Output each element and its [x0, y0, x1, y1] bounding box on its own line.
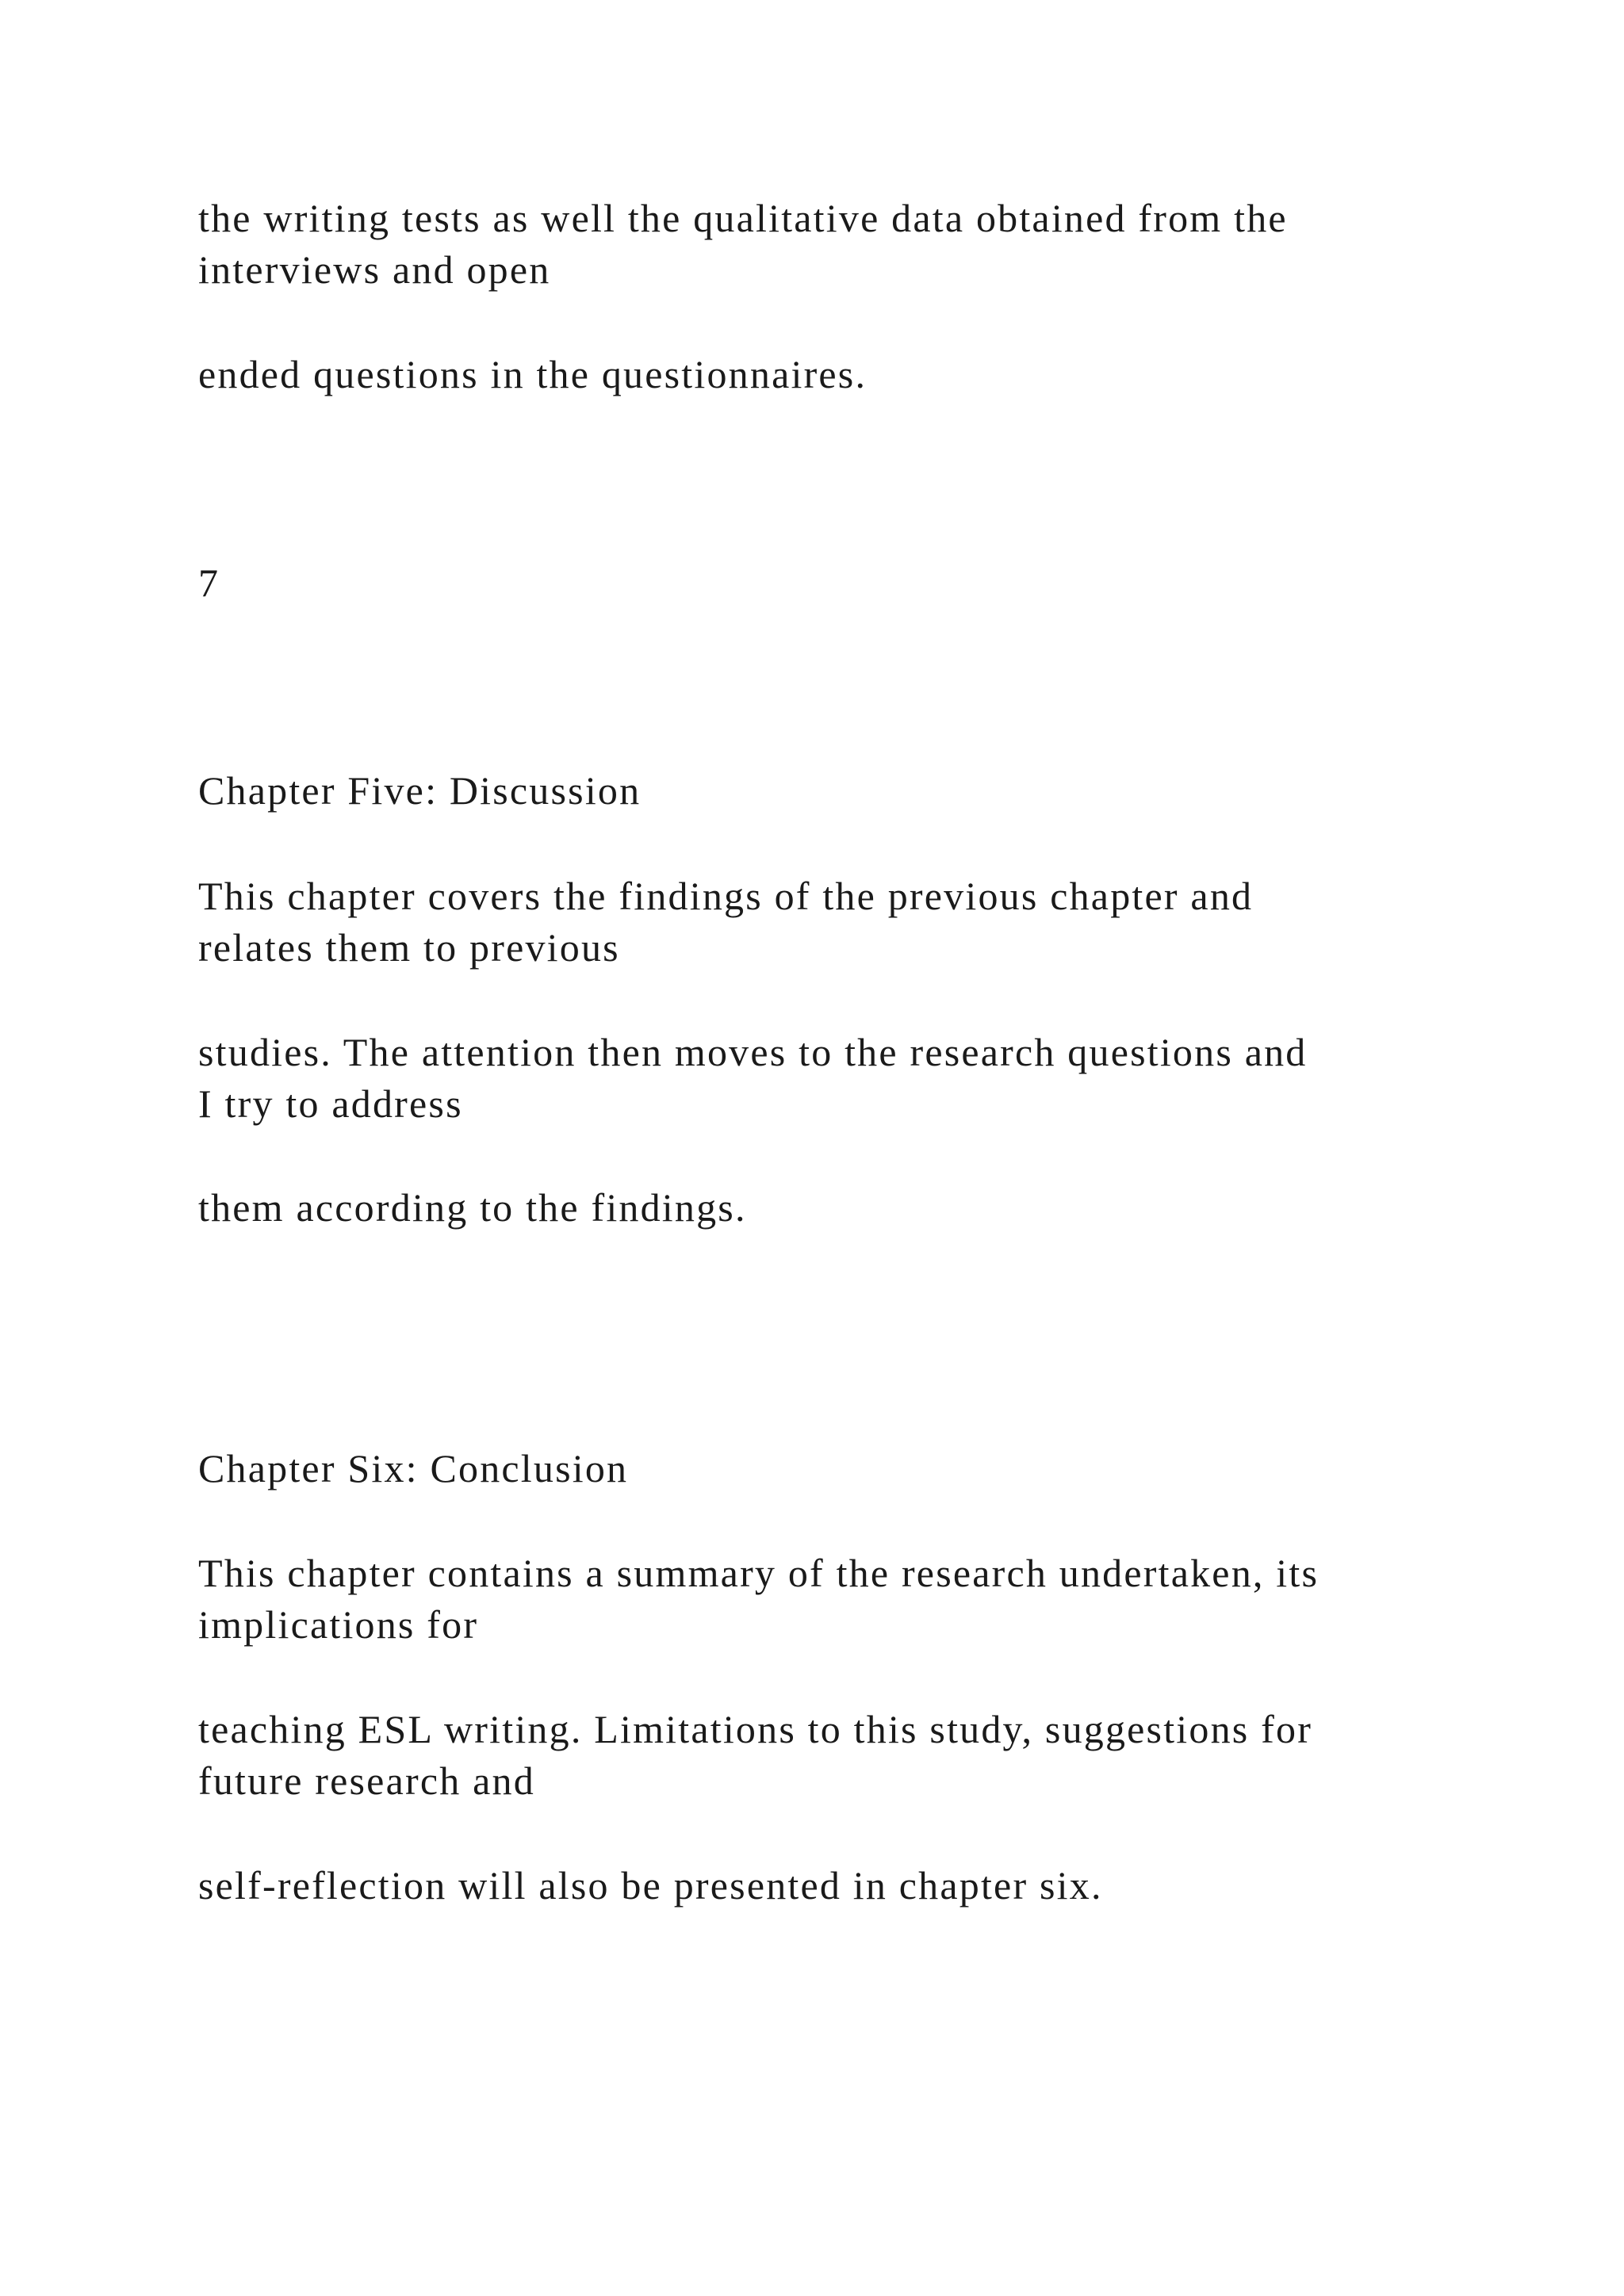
chapter-five-line: relates them to previous: [198, 925, 620, 970]
chapter-five-line: studies. The attention then moves to the research questions and: [198, 1030, 1308, 1074]
chapter-six-line: teaching ESL writing. Limitations to this study, suggestions for: [198, 1707, 1313, 1751]
chapter-six-line: implications for: [198, 1602, 479, 1647]
chapter-six-heading: Chapter Six: Conclusion: [198, 1446, 629, 1490]
intro-line: interviews and open: [198, 247, 551, 292]
chapter-five-heading: Chapter Five: Discussion: [198, 768, 642, 813]
intro-line: the writing tests as well the qualitative data obtained from the: [198, 196, 1288, 240]
chapter-six-line: This chapter contains a summary of the research undertaken, its: [198, 1551, 1320, 1595]
chapter-five-line: I try to address: [198, 1081, 463, 1126]
chapter-five-line: This chapter covers the findings of the previous chapter and: [198, 874, 1254, 918]
page-number: 7: [198, 561, 220, 605]
chapter-six-line: future research and: [198, 1758, 535, 1803]
chapter-six-line: self-reflection will also be presented in chapter six.: [198, 1863, 1103, 1908]
intro-line: ended questions in the questionnaires.: [198, 352, 868, 396]
chapter-five-line: them according to the findings.: [198, 1185, 747, 1230]
